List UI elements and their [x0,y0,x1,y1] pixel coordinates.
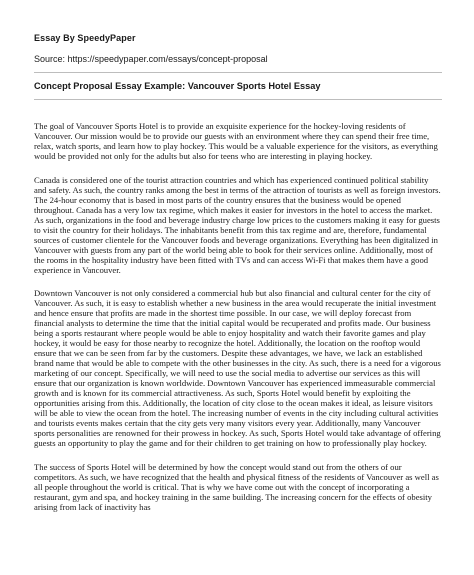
title-divider-top [34,72,442,73]
essay-paragraph-3: Downtown Vancouver is not only considered a commercial hub but also financial and cultural center for the city of Vancouver. As such, it is easy to establish whether a new business in the area would recuperate the initial investment and hence ensure that profits are made in the shortest time possible. In our case, we will deploy forecast from financial analysts to determine the time that the initial capital would be recuperated and profits made. Our business being a sports restaurant where people would be able to enjoy hospitality and watch their favorite games and play hockey, it would be easy for those nearby to recognize the hotel. Additionally, the location on the rooftop would ensure that we can be seen from far by the customers. Despite these advantages, we have, we lack an established brand name that would be able to compete with the other businesses in the city. As such, there is a need for a vigorous marketing of our concept. Specifically, we will need to use the social media to advertise our services as this will ensure that our organization is known worldwide. Downtown Vancouver has experienced immeasurable commercial growth and is known for its commercial attractiveness. As such, Sports Hotel would benefit by exploiting the opportunities arising from this. Additionally, the location of city close to the ocean makes it ideal, as leisure visitors will be able to view the ocean from the hotel. The increasing number of events in the city including cultural activities and tourists events makes certain that the city gets very many visitors every year. Additionally, many Vancouver sports personalities are renowned for their prowess in hockey. As such, Sports Hotel would take advantage of offering guests an opportunity to play the game and for their children to get training on how to professionally play hockey. [34,288,441,448]
document-header-title: Essay By SpeedyPaper [34,33,136,43]
essay-paragraph-2: Canada is considered one of the tourist attraction countries and which has experienced continued political stability and safety. As such, the country ranks among the best in terms of the attraction of tourists as well as foreign investors. The 24-hour economy that is based in most parts of the country ensures that the business would be opened throughout. Canada has a very low tax regime, which makes it easier for investors in the hotel to access the market. As such, organizations in the food and beverage industry charge low prices to the customers making it easy for guests to visit the country for their holidays. The inhabitants benefit from this tax regime and are, therefore, fundamental sources of customer clientele for the Vancouver foods and beverage organizations. Everything has been digitalized in Vancouver with guests from any part of the world being able to book for their services online. Additionally, most of the rooms in the hospitality industry have been fitted with TVs and can access Wi-Fi that makes them have a good experience in Vancouver. [34,174,441,275]
document-source-line: Source: https://speedypaper.com/essays/concept-proposal [34,54,268,64]
title-divider-bottom [34,99,442,100]
essay-paragraph-1: The goal of Vancouver Sports Hotel is to provide an exquisite experience for the hockey-loving residents of Vancouver. Our mission would be to provide our guests with an environment where they can spend their free time, relax, watch sports, and learn how to play hockey. This would be a valuable experience for the visitors, as everything would be provided not only for the adults but also for teens who are interesting in playing hockey. [34,121,438,161]
essay-paragraph-4: The success of Sports Hotel will be determined by how the concept would stand out from the others of our competitors. As such, we have recognized that the health and physical fitness of the residents of Vancouver as well as all people throughout the world is critical. That is why we have come out with the concept of incorporating a restaurant, gym and spa, and hockey training in the same building. The increasing concern for the effects of obesity arising from lack of inactivity has [34,461,439,512]
essay-body [34,121,442,525]
essay-title: Concept Proposal Essay Example: Vancouver Sports Hotel Essay [34,81,321,91]
